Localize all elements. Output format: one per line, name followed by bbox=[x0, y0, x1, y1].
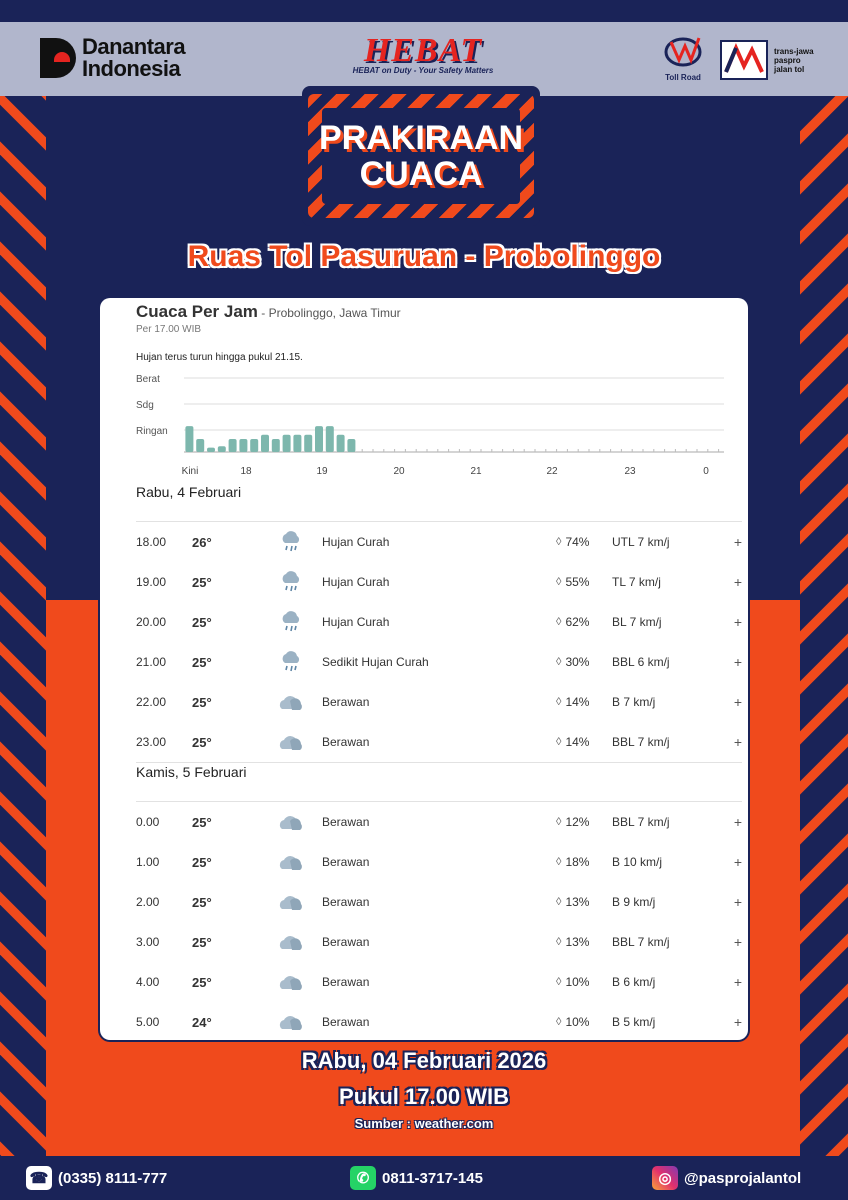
expand-row-button[interactable]: + bbox=[733, 1014, 742, 1030]
row-precip-chance bbox=[556, 855, 612, 869]
top-navy-strip bbox=[0, 0, 848, 22]
row-weather-icon bbox=[276, 809, 322, 835]
report-date: RAbu, 04 Februari 2026 bbox=[301, 1048, 547, 1073]
precip-bar bbox=[337, 435, 345, 452]
rain-cloud-icon bbox=[276, 649, 306, 675]
cloud-icon bbox=[276, 1009, 306, 1035]
row-temperature: 25° bbox=[192, 734, 212, 750]
raindrop-icon: ◊ bbox=[556, 696, 562, 708]
row-description: Berawan bbox=[322, 855, 370, 869]
row-wind: TL 7 km/j bbox=[612, 575, 661, 589]
x-tick-label: 18 bbox=[240, 466, 252, 477]
row-description: Hujan Curah bbox=[322, 615, 390, 629]
banner-line-1: PRAKIRAAN bbox=[319, 119, 523, 157]
row-description: Berawan bbox=[322, 695, 370, 709]
row-description: Berawan bbox=[322, 975, 370, 989]
expand-row-button[interactable]: + bbox=[733, 974, 742, 990]
raindrop-icon: ◊ bbox=[556, 976, 562, 988]
row-wind: BBL 7 km/j bbox=[612, 735, 670, 749]
precip-bar bbox=[239, 439, 247, 452]
row-weather-icon bbox=[276, 649, 322, 675]
hebat-tagline: HEBAT on Duty - Your Safety Matters bbox=[352, 66, 494, 75]
forecast-banner bbox=[302, 86, 540, 226]
cloud-icon bbox=[276, 929, 306, 955]
phone-number: (0335) 8111-777 bbox=[58, 1169, 168, 1187]
tollroad-label: Toll Road bbox=[665, 73, 701, 82]
expand-row-button[interactable]: + bbox=[733, 654, 742, 670]
instagram-contact[interactable] bbox=[652, 1166, 801, 1190]
raindrop-icon: ◊ bbox=[556, 736, 562, 748]
row-description: Sedikit Hujan Curah bbox=[322, 655, 429, 669]
precip-bar bbox=[261, 435, 269, 452]
row-time: 2.00 bbox=[136, 895, 160, 909]
row-time: 20.00 bbox=[136, 615, 167, 629]
right-stripe-pattern bbox=[800, 0, 848, 1200]
raindrop-icon: ◊ bbox=[556, 1016, 562, 1028]
precip-bar bbox=[185, 426, 193, 452]
raindrop-icon: ◊ bbox=[556, 816, 562, 828]
row-weather-icon bbox=[276, 969, 322, 995]
precip-bar bbox=[207, 448, 215, 452]
row-wind: B 5 km/j bbox=[612, 1015, 656, 1029]
row-temperature: 26° bbox=[192, 534, 212, 550]
precip-value: 74% bbox=[565, 535, 590, 549]
cloud-icon bbox=[276, 889, 306, 915]
section-divider bbox=[136, 762, 742, 763]
cloud-icon bbox=[276, 809, 306, 835]
precip-value: 62% bbox=[565, 615, 590, 629]
precip-value: 14% bbox=[565, 735, 590, 749]
rain-cloud-icon bbox=[276, 529, 306, 555]
row-description: Berawan bbox=[322, 895, 370, 909]
row-description: Berawan bbox=[322, 1015, 370, 1029]
x-tick-label: 19 bbox=[316, 466, 328, 477]
row-weather-icon bbox=[276, 529, 322, 555]
row-time: 0.00 bbox=[136, 815, 160, 829]
row-weather-icon bbox=[276, 729, 322, 755]
forecast-row[interactable] bbox=[136, 602, 742, 642]
row-wind: B 6 km/j bbox=[612, 975, 656, 989]
row-precip-chance bbox=[556, 935, 612, 949]
cloud-icon bbox=[276, 729, 306, 755]
forecast-row[interactable] bbox=[136, 882, 742, 922]
tollroad-mark-icon bbox=[663, 32, 703, 68]
card-title: Cuaca Per Jam bbox=[136, 302, 258, 321]
precipitation-chart bbox=[134, 370, 728, 482]
forecast-row[interactable] bbox=[136, 722, 742, 762]
hourly-weather-card bbox=[100, 298, 748, 1040]
precip-value: 14% bbox=[565, 695, 590, 709]
precip-value: 10% bbox=[565, 975, 590, 989]
card-as-of: Per 17.00 WIB bbox=[136, 324, 202, 335]
row-weather-icon bbox=[276, 929, 322, 955]
row-wind: B 10 km/j bbox=[612, 855, 663, 869]
row-temperature: 25° bbox=[192, 814, 212, 830]
brand-line-2: Indonesia bbox=[82, 56, 181, 81]
row-time: 18.00 bbox=[136, 535, 167, 549]
precip-bar bbox=[304, 435, 312, 452]
row-weather-icon bbox=[276, 1009, 322, 1035]
row-time: 1.00 bbox=[136, 855, 160, 869]
precip-value: 10% bbox=[565, 1015, 590, 1029]
precip-bar bbox=[218, 446, 226, 452]
phone-contact[interactable] bbox=[26, 1166, 167, 1190]
cloud-icon bbox=[276, 969, 306, 995]
forecast-row[interactable] bbox=[136, 842, 742, 882]
row-precip-chance bbox=[556, 615, 612, 629]
row-wind: BBL 7 km/j bbox=[612, 935, 670, 949]
expand-row-button[interactable]: + bbox=[733, 934, 742, 950]
row-description: Berawan bbox=[322, 815, 370, 829]
row-weather-icon bbox=[276, 689, 322, 715]
row-temperature: 25° bbox=[192, 894, 212, 910]
raindrop-icon: ◊ bbox=[556, 656, 562, 668]
row-wind: BL 7 km/j bbox=[612, 615, 662, 629]
day-header: Kamis, 5 Februari bbox=[136, 764, 247, 780]
expand-row-button[interactable]: + bbox=[733, 694, 742, 710]
precip-value: 55% bbox=[565, 575, 590, 589]
row-description: Hujan Curah bbox=[322, 575, 390, 589]
row-temperature: 25° bbox=[192, 614, 212, 630]
x-tick-label: 20 bbox=[393, 466, 405, 477]
x-tick-label: 22 bbox=[546, 466, 558, 477]
precip-note: Hujan terus turun hingga pukul 21.15. bbox=[136, 352, 303, 363]
row-wind: BBL 7 km/j bbox=[612, 815, 670, 829]
whatsapp-contact[interactable] bbox=[350, 1166, 483, 1190]
row-description: Berawan bbox=[322, 735, 370, 749]
row-wind: UTL 7 km/j bbox=[612, 535, 670, 549]
row-wind: B 7 km/j bbox=[612, 695, 656, 709]
expand-row-button[interactable]: + bbox=[733, 894, 742, 910]
day-header: Rabu, 4 Februari bbox=[136, 484, 242, 500]
row-precip-chance bbox=[556, 975, 612, 989]
precip-value: 13% bbox=[565, 935, 590, 949]
transjawa-line-3: jalan tol bbox=[774, 64, 805, 74]
transjawa-line-1: trans-jawa bbox=[774, 46, 814, 56]
precip-value: 30% bbox=[565, 655, 590, 669]
row-description: Hujan Curah bbox=[322, 535, 390, 549]
expand-row-button[interactable]: + bbox=[733, 734, 742, 750]
row-weather-icon bbox=[276, 889, 322, 915]
row-temperature: 25° bbox=[192, 934, 212, 950]
x-tick-label: Kini bbox=[181, 466, 199, 477]
phone-icon: ☎ bbox=[26, 1166, 52, 1190]
row-precip-chance bbox=[556, 535, 612, 549]
row-precip-chance bbox=[556, 815, 612, 829]
precip-bar bbox=[229, 439, 237, 452]
row-precip-chance bbox=[556, 1015, 612, 1029]
precip-bar bbox=[293, 435, 301, 452]
whatsapp-icon: ✆ bbox=[350, 1166, 376, 1190]
instagram-icon: ◎ bbox=[652, 1166, 678, 1190]
x-tick-label: 0 bbox=[703, 466, 709, 477]
precip-bar bbox=[283, 435, 291, 452]
raindrop-icon: ◊ bbox=[556, 576, 562, 588]
report-time: Pukul 17.00 WIB bbox=[339, 1084, 509, 1109]
hebat-title: HEBAT bbox=[363, 32, 483, 69]
transjawa-mark-icon bbox=[720, 40, 768, 80]
row-time: 23.00 bbox=[136, 735, 167, 749]
y-level-label: Ringan bbox=[136, 426, 168, 437]
row-temperature: 25° bbox=[192, 694, 212, 710]
precip-bar bbox=[250, 439, 258, 452]
x-tick-label: 21 bbox=[470, 466, 482, 477]
brand-line-1: Danantara bbox=[82, 34, 186, 59]
row-precip-chance bbox=[556, 895, 612, 909]
rain-cloud-icon bbox=[276, 569, 306, 595]
expand-row-button[interactable]: + bbox=[733, 614, 742, 630]
transjawa-logo bbox=[720, 40, 814, 80]
instagram-handle: @pasprojalantol bbox=[684, 1169, 802, 1187]
row-weather-icon bbox=[276, 569, 322, 595]
rain-cloud-icon bbox=[276, 609, 306, 635]
precip-value: 18% bbox=[565, 855, 590, 869]
banner-line-2: CUACA bbox=[359, 155, 483, 193]
row-precip-chance bbox=[556, 695, 612, 709]
row-wind: BBL 6 km/j bbox=[612, 655, 670, 669]
row-wind: B 9 km/j bbox=[612, 895, 656, 909]
forecast-row[interactable] bbox=[136, 802, 742, 842]
cloud-icon bbox=[276, 689, 306, 715]
forecast-row[interactable] bbox=[136, 642, 742, 682]
data-source: Sumber : weather.com bbox=[354, 1116, 494, 1131]
row-temperature: 25° bbox=[192, 974, 212, 990]
raindrop-icon: ◊ bbox=[556, 536, 562, 548]
card-location: - Probolinggo, Jawa Timur bbox=[257, 306, 401, 320]
row-weather-icon bbox=[276, 849, 322, 875]
row-time: 3.00 bbox=[136, 935, 160, 949]
precip-value: 12% bbox=[565, 815, 590, 829]
row-temperature: 24° bbox=[192, 1014, 212, 1030]
forecast-row[interactable] bbox=[136, 522, 742, 562]
forecast-row[interactable] bbox=[136, 962, 742, 1002]
expand-row-button[interactable]: + bbox=[733, 814, 742, 830]
forecast-row[interactable] bbox=[136, 1002, 742, 1040]
forecast-row[interactable] bbox=[136, 682, 742, 722]
raindrop-icon: ◊ bbox=[556, 616, 562, 628]
row-description: Berawan bbox=[322, 935, 370, 949]
row-temperature: 25° bbox=[192, 654, 212, 670]
raindrop-icon: ◊ bbox=[556, 936, 562, 948]
forecast-row[interactable] bbox=[136, 562, 742, 602]
row-precip-chance bbox=[556, 655, 612, 669]
row-precip-chance bbox=[556, 575, 612, 589]
raindrop-icon: ◊ bbox=[556, 896, 562, 908]
danantara-logo bbox=[40, 36, 185, 80]
row-temperature: 25° bbox=[192, 574, 212, 590]
row-precip-chance bbox=[556, 735, 612, 749]
precip-bar bbox=[272, 439, 280, 452]
contact-footer bbox=[0, 1156, 848, 1200]
row-time: 4.00 bbox=[136, 975, 160, 989]
hebat-logo bbox=[348, 34, 498, 75]
expand-row-button[interactable]: + bbox=[733, 534, 742, 550]
precip-bar bbox=[315, 426, 323, 452]
transjawa-line-2: paspro bbox=[774, 55, 801, 65]
danantara-mark-icon bbox=[40, 38, 76, 78]
x-tick-label: 23 bbox=[624, 466, 636, 477]
y-level-label: Sdg bbox=[136, 400, 154, 411]
expand-row-button[interactable]: + bbox=[733, 574, 742, 590]
row-time: 5.00 bbox=[136, 1015, 160, 1029]
cloud-icon bbox=[276, 849, 306, 875]
row-weather-icon bbox=[276, 609, 322, 635]
row-time: 19.00 bbox=[136, 575, 167, 589]
y-level-label: Berat bbox=[136, 374, 160, 385]
left-stripe-pattern bbox=[0, 0, 46, 1200]
row-temperature: 25° bbox=[192, 854, 212, 870]
expand-row-button[interactable]: + bbox=[733, 854, 742, 870]
tollroad-logo bbox=[658, 32, 708, 82]
forecast-row[interactable] bbox=[136, 922, 742, 962]
precip-value: 13% bbox=[565, 895, 590, 909]
precip-bar bbox=[347, 439, 355, 452]
row-time: 22.00 bbox=[136, 695, 167, 709]
whatsapp-number: 0811-3717-145 bbox=[382, 1169, 483, 1187]
precip-bar bbox=[326, 426, 334, 452]
route-title: Ruas Tol Pasuruan - Probolinggo bbox=[187, 240, 661, 273]
raindrop-icon: ◊ bbox=[556, 856, 562, 868]
row-time: 21.00 bbox=[136, 655, 167, 669]
precip-bar bbox=[196, 439, 204, 452]
